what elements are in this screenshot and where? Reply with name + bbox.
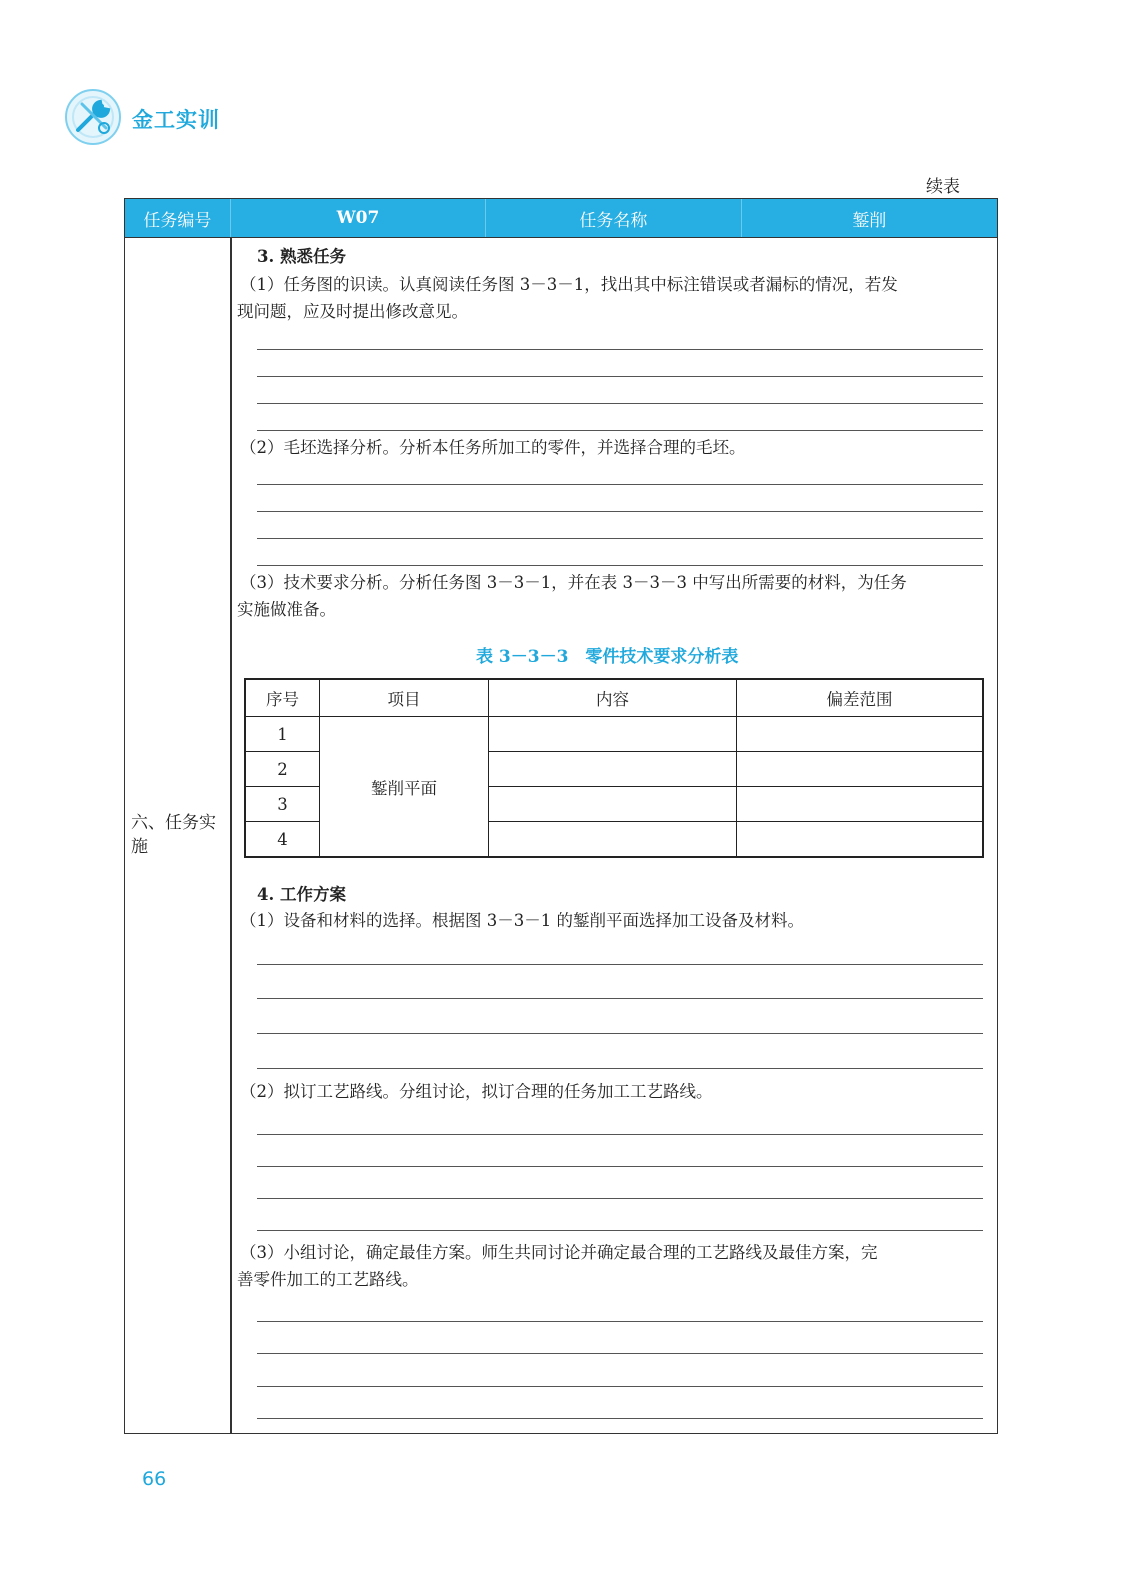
task-name-value: 錾削 (852, 210, 887, 231)
table-row-number: 3 (277, 794, 288, 814)
writing-line (257, 565, 983, 566)
sec3-heading: 3. 熟悉任务 (257, 247, 346, 266)
writing-line (257, 1386, 983, 1387)
sec3-p2: （2）毛坯选择分析。分析本任务所加工的零件，并选择合理的毛坯。 (240, 438, 746, 457)
writing-line (257, 484, 983, 485)
sec3-p1-line2: 现问题，应及时提出修改意见。 (237, 302, 468, 321)
sec3-p3-line1: （3）技术要求分析。分析任务图 3－3－1，并在表 3－3－3 中写出所需要的材料，为任务 (240, 573, 907, 592)
task-header-row (125, 199, 997, 238)
writing-line (257, 964, 983, 965)
task-number-value: W07 (231, 199, 486, 237)
writing-line (257, 430, 983, 431)
sec4-p3-line2: 善零件加工的工艺路线。 (237, 1270, 419, 1289)
writing-line (257, 1134, 983, 1135)
task-number-label: 任务编号 (125, 199, 231, 237)
writing-line (257, 1198, 983, 1199)
writing-line (257, 376, 983, 377)
table-item-cell: 錾削平面 (371, 778, 437, 798)
continued-label: 续表 (926, 177, 960, 197)
writing-line (257, 1033, 983, 1034)
sec3-p3-line2: 实施做准备。 (237, 600, 336, 619)
table-header-cell: 内容 (596, 690, 629, 709)
column-divider (230, 237, 232, 1433)
writing-line (257, 1353, 983, 1354)
sec3-p1-line1: （1）任务图的识读。认真阅读任务图 3－3－1，找出其中标注错误或者漏标的情况，若发 (240, 275, 898, 294)
table-header-cell: 序号 (266, 690, 299, 709)
table-row-number: 2 (277, 759, 288, 779)
table-caption: 表 3－3－3 零件技术要求分析表 (476, 647, 739, 667)
writing-line (257, 349, 983, 350)
table-header-cell: 项目 (387, 690, 421, 709)
writing-line (257, 1321, 983, 1322)
sec4-p2: （2）拟订工艺路线。分组讨论，拟订合理的任务加工工艺路线。 (240, 1082, 713, 1101)
table-row-number: 1 (277, 724, 288, 744)
sec4-p3-line1: （3）小组讨论，确定最佳方案。师生共同讨论并确定最合理的工艺路线及最佳方案，完 (240, 1243, 878, 1262)
writing-line (257, 1230, 983, 1231)
writing-line (257, 403, 983, 404)
writing-line (257, 1166, 983, 1167)
writing-line (257, 1418, 983, 1419)
task-name-label: 任务名称 (486, 199, 741, 237)
table-header-cell: 偏差范围 (826, 690, 893, 709)
sec4-heading: 4. 工作方案 (257, 885, 346, 904)
writing-line (257, 1068, 983, 1069)
book-title: 金工实训 (132, 108, 220, 132)
page-number: 66 (142, 1468, 167, 1490)
parts-analysis-table (244, 678, 984, 858)
sec4-p1: （1）设备和材料的选择。根据图 3－3－1 的錾削平面选择加工设备及材料。 (240, 911, 804, 930)
table-grid-line (488, 751, 982, 752)
section-label: 六、任务实施 (131, 813, 216, 857)
writing-line (257, 538, 983, 539)
wrench-gear-icon (64, 88, 122, 146)
table-row-number: 4 (277, 829, 288, 849)
table-grid-line (488, 786, 982, 787)
table-grid-line (488, 821, 982, 822)
writing-line (257, 511, 983, 512)
writing-line (257, 998, 983, 999)
